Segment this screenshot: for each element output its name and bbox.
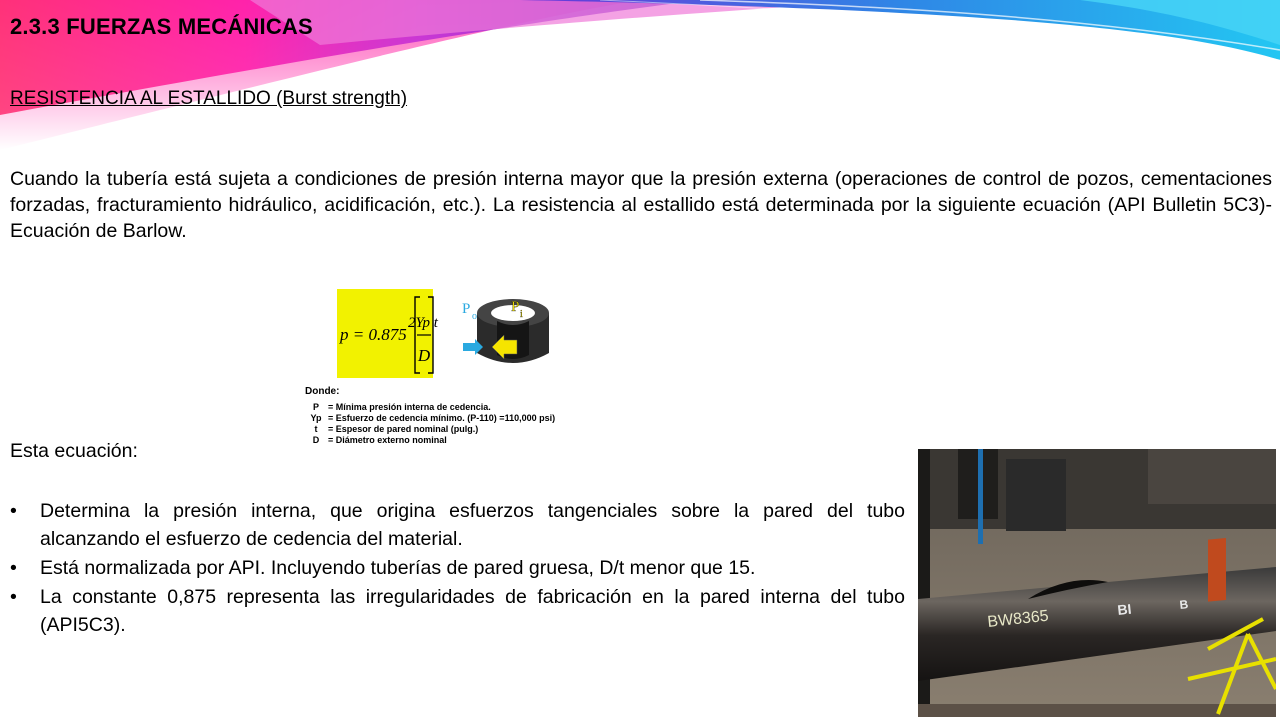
- pipe-marking-3: B: [1178, 597, 1189, 612]
- legend-definition: = Espesor de pared nominal (pulg.): [328, 424, 479, 434]
- bullet-text: La constante 0,875 representa las irregularidades de fabricación en la pared interna del tubo (API5C3).: [40, 586, 905, 636]
- pipe-marking-1: BW8365: [986, 607, 1050, 631]
- bullet-text: Determina la presión interna, que origina esfuerzos tangenciales sobre la pared del tubo alcanzando el esfuerzo de cedencia del material.: [40, 500, 905, 550]
- legend-symbol: D: [312, 435, 320, 445]
- legend-definition: = Diámetro externo nominal: [328, 435, 447, 445]
- equation-numerator: 2Yp t: [408, 315, 438, 331]
- equation-legend: [304, 386, 564, 446]
- bullet-dot: •: [10, 557, 17, 579]
- pipe-coupling-band: [1208, 538, 1226, 602]
- po-subscript: o: [472, 311, 477, 322]
- burst-pipe-photo: [918, 449, 1276, 717]
- legend-definition: = Esfuerzo de cedencia mínimo. (P-110) =110,000 psi): [328, 413, 556, 423]
- barlow-equation-figure: [337, 285, 577, 380]
- equation-lhs: p = 0.875: [340, 325, 407, 344]
- pipe-marking-2: BI: [1116, 600, 1133, 618]
- slide-title: 2.3.3 FUERZAS MECÁNICAS: [10, 14, 313, 39]
- legend-row: [304, 424, 564, 435]
- legend-definition: = Mínima presión interna de cedencia.: [328, 402, 491, 412]
- legend-symbol: t: [314, 424, 318, 434]
- legend-row: [304, 402, 564, 413]
- bullet-item: [10, 554, 905, 582]
- legend-symbol: P: [312, 402, 319, 412]
- bullet-dot: •: [10, 500, 17, 522]
- legend-row: [304, 413, 564, 424]
- bullet-list: [10, 497, 905, 640]
- slide-subtitle: RESISTENCIA AL ESTALLIDO (Burst strength): [10, 88, 408, 109]
- legend-row: [304, 435, 564, 446]
- bullet-dot: •: [10, 586, 17, 608]
- description-paragraph: Cuando la tubería está sujeta a condiciones de presión interna mayor que la presión externa (operaciones de control de pozos, cementaciones forzadas, fracturamiento hidráulico, acidificación, etc.). La resistencia al estallido está determinada por la siguiente ecuación (API Bulletin 5C3)-Ecuación de Barlow.: [10, 168, 1272, 242]
- po-label: P: [462, 301, 471, 317]
- equation-intro: Esta ecuación:: [10, 440, 138, 462]
- legend-symbol: Yp: [310, 413, 322, 423]
- pi-label: P: [511, 299, 520, 315]
- bullet-item: [10, 497, 905, 553]
- equation-denominator: D: [417, 346, 431, 365]
- bullet-text: Está normalizada por API. Incluyendo tuberías de pared gruesa, D/t menor que 15.: [40, 557, 756, 579]
- pi-subscript: i: [520, 309, 523, 320]
- bullet-item: [10, 583, 905, 639]
- legend-heading: Donde:: [305, 386, 340, 397]
